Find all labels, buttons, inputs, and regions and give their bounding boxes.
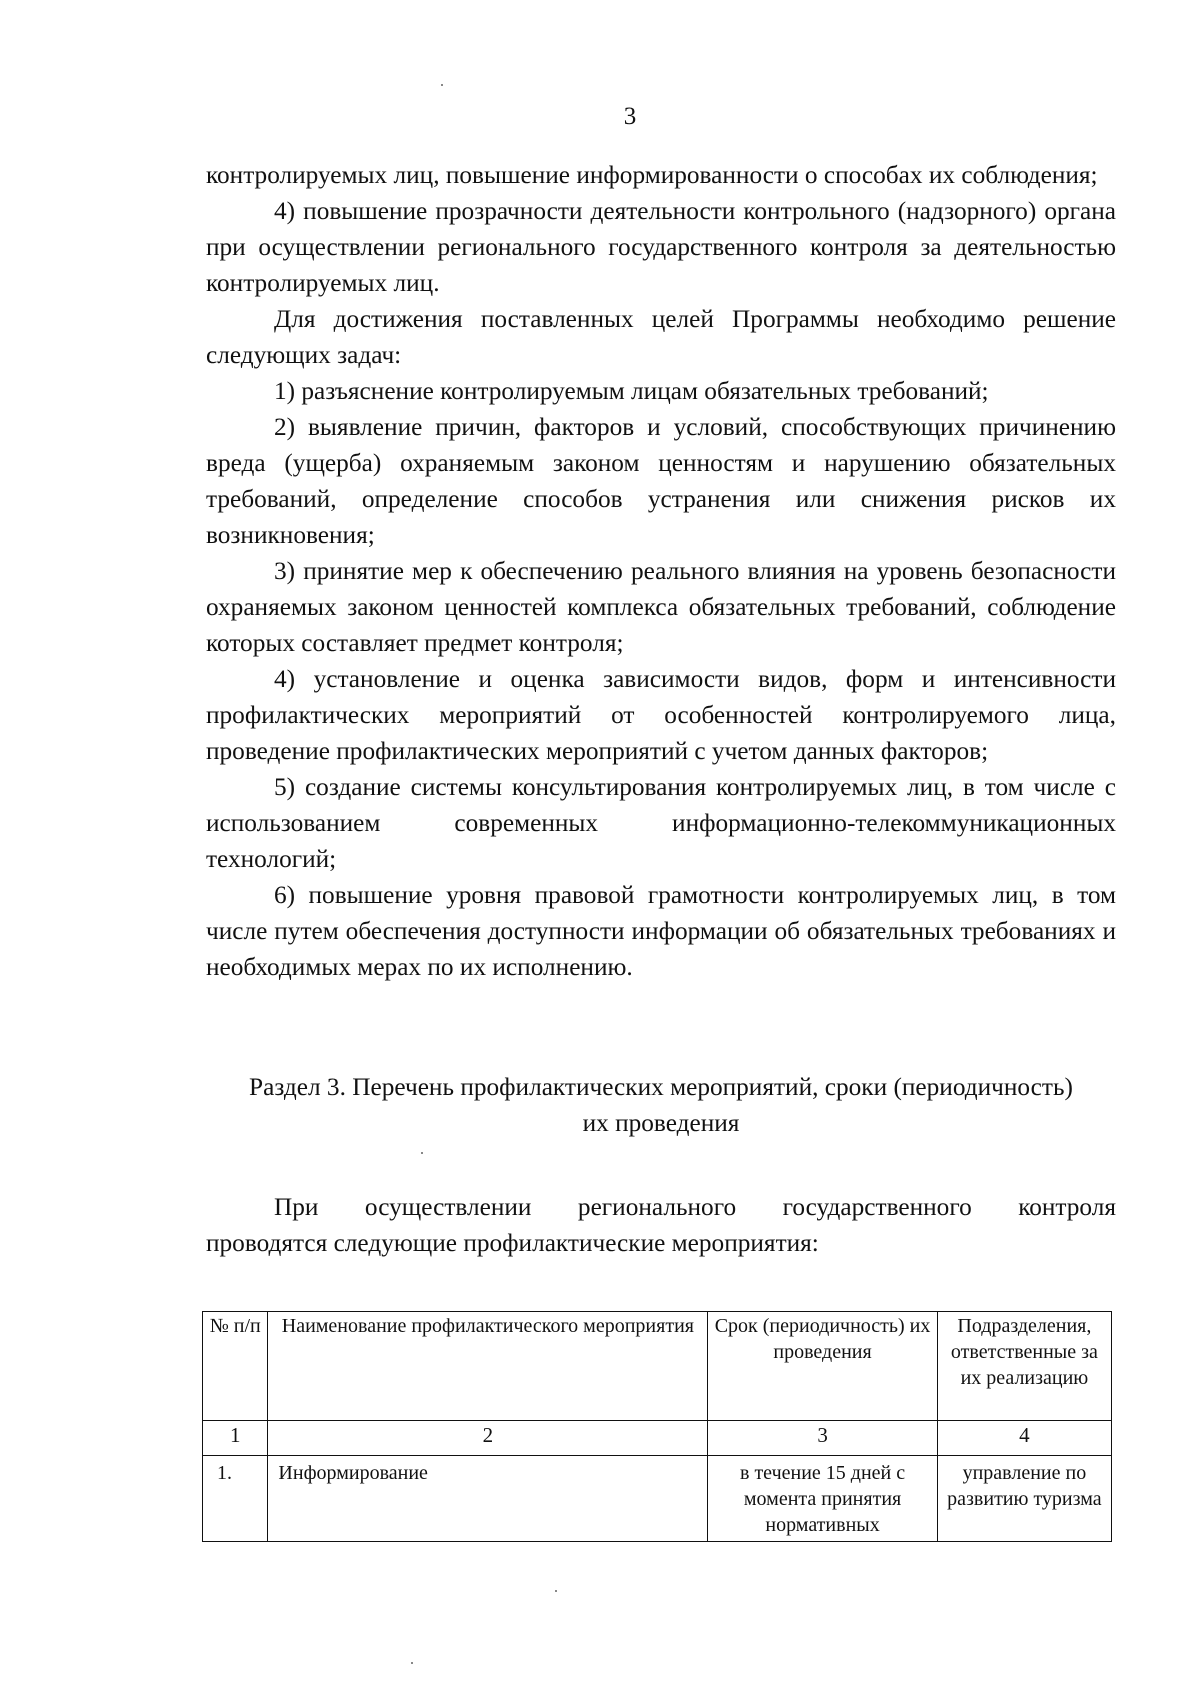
section-title-line: Раздел 3. Перечень профилактических мероприятий, сроки (периодичность): [249, 1073, 1073, 1101]
table-cell: 1.: [203, 1456, 268, 1542]
scan-speck: [421, 1152, 423, 1154]
scan-speck: [555, 1590, 557, 1592]
table-cell: в течение 15 дней с момента принятия нормативных: [708, 1456, 938, 1542]
table-cell: управление по развитию туризма: [937, 1456, 1111, 1542]
intro-text: [206, 1189, 1116, 1261]
paragraph: Для достижения поставленных целей Программы необходимо решение следующих задач:: [206, 305, 1116, 369]
paragraph: 6) повышение уровня правовой грамотности контролируемых лиц, в том числе путем обеспечения доступности информации об обязательных требованиях и необходимых мерах по их исполнению.: [206, 881, 1116, 981]
section-heading: [206, 1069, 1116, 1141]
intro-line: При осуществлении регионального государственного контроля: [274, 1193, 1116, 1221]
body-text: [206, 157, 1116, 985]
table-column-number-row: [203, 1421, 1112, 1456]
paragraph: контролируемых лиц, повышение информированности о способах их соблюдения;: [206, 161, 1098, 189]
measures-table: [202, 1311, 1112, 1542]
column-number-cell: 3: [708, 1421, 938, 1456]
paragraph: 3) принятие мер к обеспечению реального влияния на уровень безопасности охраняемых законом ценностей комплекса обязательных требований, соблюдение которых составляет предмет контроля;: [206, 557, 1116, 657]
paragraph: 2) выявление причин, факторов и условий, способствующих причинению вреда (ущерба) охраняемым законом ценностям и нарушению обязательных требований, определение способов устранения или снижения рисков их возникновения;: [206, 413, 1116, 549]
paragraph: 4) повышение прозрачности деятельности контрольного (надзорного) органа при осуществлении регионального государственного контроля за деятельностью контролируемых лиц.: [206, 197, 1116, 297]
scan-speck: [411, 1662, 413, 1664]
section-title-line: их проведения: [582, 1109, 740, 1137]
scan-speck: [441, 84, 443, 86]
paragraph: 5) создание системы консультирования контролируемых лиц, в том числе с использованием современных информационно-телекоммуникационных технологий;: [206, 773, 1116, 873]
intro-line: проводятся следующие профилактические мероприятия:: [206, 1229, 819, 1257]
paragraph: 4) установление и оценка зависимости видов, форм и интенсивности профилактических мероприятий от особенностей контролируемого лица, проведение профилактических мероприятий с учетом данных факторов;: [206, 665, 1116, 765]
table-header-cell: Наименование профилактического мероприятия: [268, 1312, 708, 1421]
page-number: 3: [623, 103, 637, 130]
paragraph: 1) разъяснение контролируемым лицам обязательных требований;: [274, 377, 989, 405]
table-header-row: [203, 1312, 1112, 1421]
table-header-cell: Подразделения, ответственные за их реализацию: [937, 1312, 1111, 1421]
column-number-cell: 4: [937, 1421, 1111, 1456]
table-header-cell: № п/п: [203, 1312, 268, 1421]
table-header-cell: Срок (периодичность) их проведения: [708, 1312, 938, 1421]
table-cell: Информирование: [268, 1456, 708, 1542]
table-row: [203, 1456, 1112, 1542]
column-number-cell: 1: [203, 1421, 268, 1456]
column-number-cell: 2: [268, 1421, 708, 1456]
